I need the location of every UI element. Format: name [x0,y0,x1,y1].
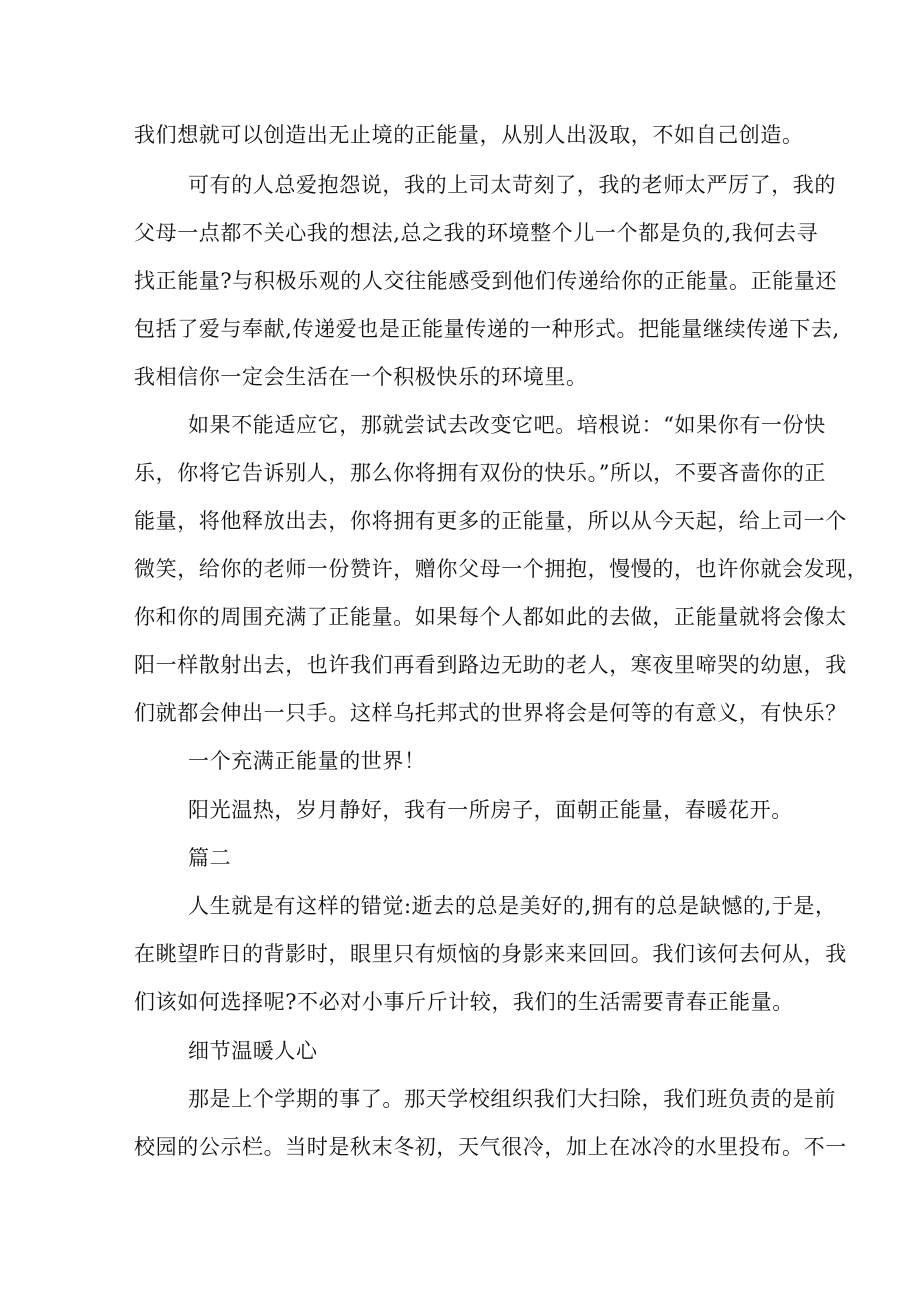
text-line-6: 我相信你一定会生活在一个积极快乐的环境里。 [134,365,588,389]
text-line-5: 包括了爱与奉献,传递爱也是正能量传递的一种形式。把能量继续传递下去, [134,317,840,341]
text-line-21: 那是上个学期的事了。那天学校组织我们大扫除，我们班负责的是前 [188,1087,836,1111]
text-line-3: 父母一点都不关心我的想法,总之我的环境整个儿一个都是负的,我何去寻 [134,221,819,245]
text-line-8: 乐，你将它告诉别人，那么你将拥有双份的快乐。”所以，不要吝啬你的正 [134,461,827,485]
text-line-17: 人生就是有这样的错觉:逝去的总是美好的,拥有的总是缺憾的,于是， [188,894,837,918]
text-line-2: 可有的人总爱抱怨说，我的上司太苛刻了，我的老师太严厉了，我的 [188,173,836,197]
text-line-14: 一个充满正能量的世界！ [188,749,426,773]
text-line-18: 在眺望昨日的背影时，眼里只有烦恼的身影来来回回。我们该何去何从，我 [134,942,847,966]
text-line-15: 阳光温热，岁月静好，我有一所房子，面朝正能量，春暖花开。 [188,798,793,822]
text-line-19: 们该如何选择呢?不必对小事斤斤计较，我们的生活需要青春正能量。 [134,990,794,1014]
text-line-4: 找正能量?与积极乐观的人交往能感受到他们传递给你的正能量。正能量还 [134,269,838,293]
section-heading: 篇二 [188,846,232,870]
text-line-10: 微笑，给你的老师一份赞许，赠你父母一个拥抱，慢慢的，也许你就会发现， [134,557,869,581]
text-line-7: 如果不能适应它，那就尝试去改变它吧。培根说：“如果你有一份快 [188,413,826,437]
text-line-9: 能量，将他释放出去，你将拥有更多的正能量，所以从今天起，给上司一个 [134,509,847,533]
text-line-12: 阳一样散射出去，也许我们再看到路边无助的老人，寒夜里啼哭的幼崽，我 [134,653,847,677]
text-line-13: 们就都会伸出一只手。这样乌托邦式的世界将会是何等的有意义，有快乐？ [134,701,847,725]
text-line-22: 校园的公示栏。当时是秋末冬初，天气很冷，加上在冰冷的水里投布。不一 [134,1135,847,1159]
text-line-11: 你和你的周围充满了正能量。如果每个人都如此的去做，正能量就将会像太 [134,605,847,629]
text-line-1: 我们想就可以创造出无止境的正能量，从别人出汲取，不如自己创造。 [134,123,804,147]
subsection-heading: 细节温暖人心 [188,1039,318,1063]
